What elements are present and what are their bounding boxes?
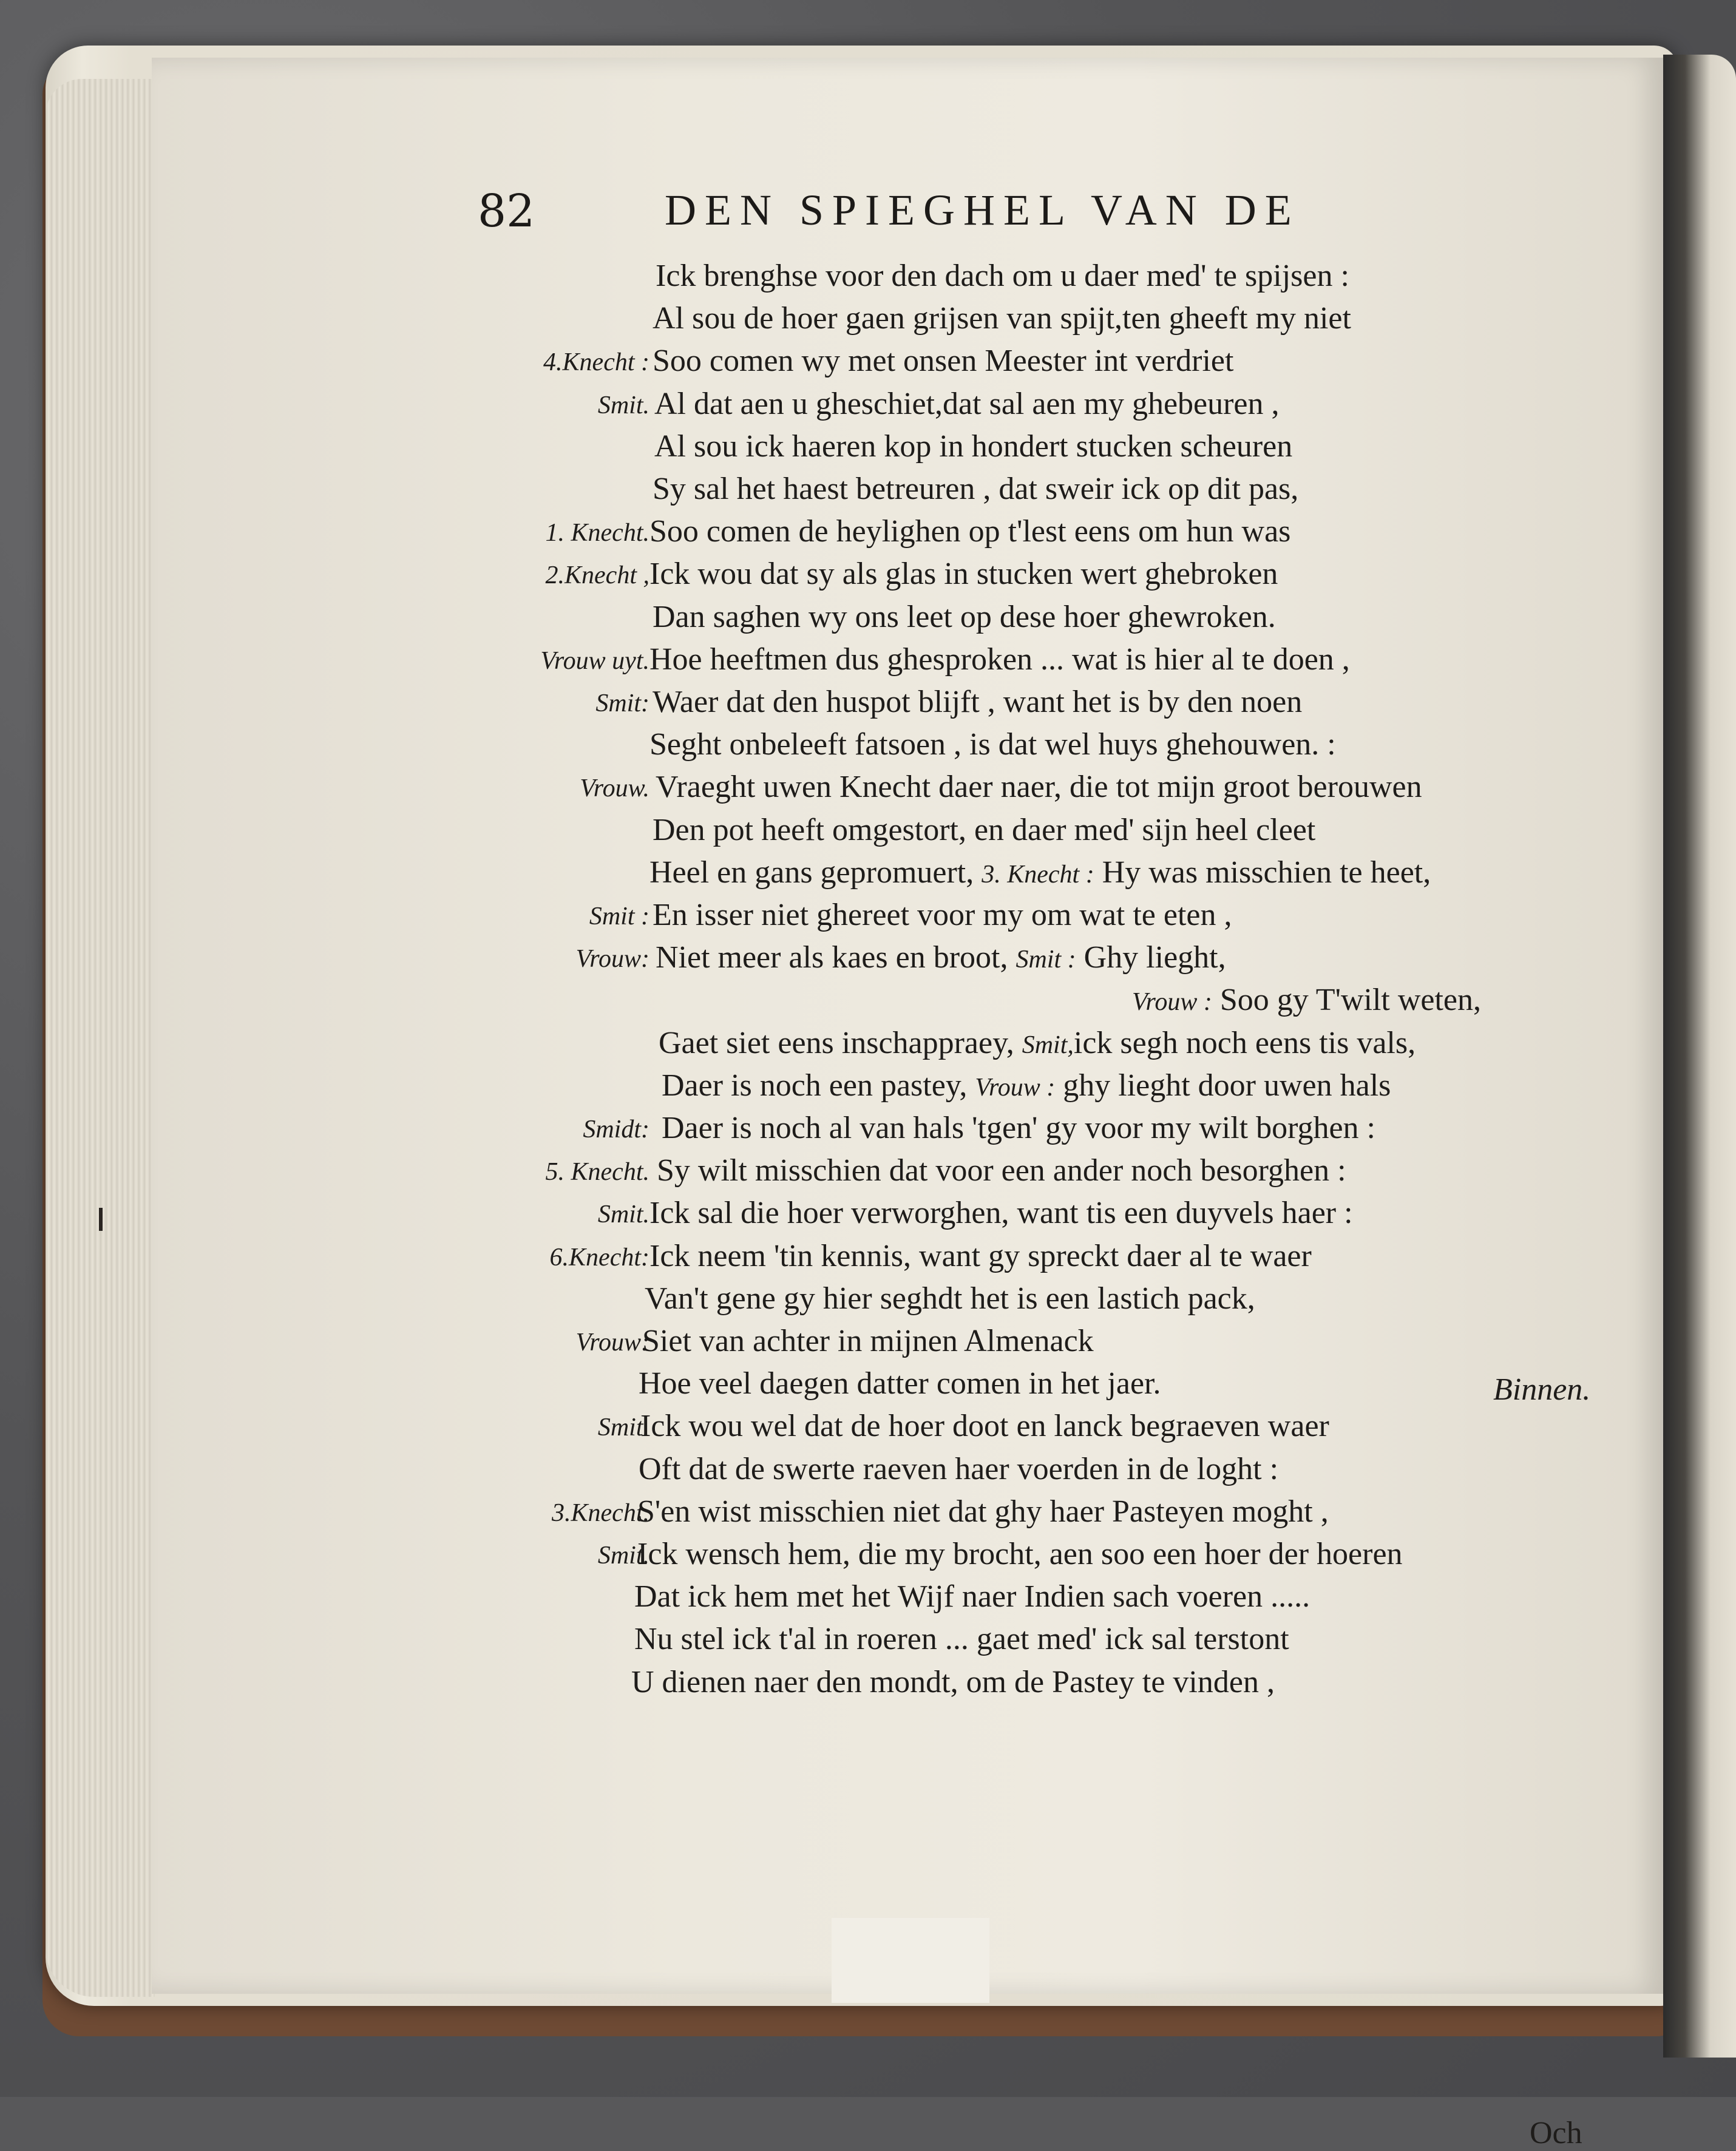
- speaker-label: Smit:: [595, 689, 649, 717]
- verse-segment: En isser niet ghereet voor my om wat te eten ,: [653, 898, 1232, 932]
- verse-segment: Niet meer als kaes en broot,: [656, 940, 1016, 975]
- speaker-label: Vrouw:: [575, 1329, 649, 1357]
- page-header: [0, 185, 1736, 246]
- text-line: [0, 1153, 1736, 1195]
- text-line: [0, 897, 1736, 940]
- text-line: [0, 684, 1736, 727]
- paper-tab: [832, 1918, 989, 2003]
- text-line: [0, 300, 1736, 343]
- verse-segment: Hy was misschien te heet,: [1094, 855, 1431, 890]
- verse-segment: Soo comen wy met onsen Meester int verdriet: [653, 344, 1234, 379]
- text-line: [0, 982, 1736, 1025]
- text-line: [0, 1195, 1736, 1238]
- verse-segment: Soo comen de heylighen op t'lest eens om hun was: [649, 514, 1291, 549]
- verse-segment: U dienen naer den mondt, om de Pastey te vinden ,: [631, 1664, 1275, 1699]
- verse-segment: Soo gy T'wilt weten,: [1212, 983, 1481, 1018]
- verse-segment: Hoe veel daegen datter comen in het jaer.: [639, 1366, 1161, 1401]
- text-line: [0, 1494, 1736, 1536]
- verse-text: [656, 258, 1349, 294]
- verse-text: [653, 812, 1315, 848]
- text-line: [0, 1408, 1736, 1451]
- speaker-label: Smidt:: [583, 1116, 649, 1143]
- verse-segment: Al sou ick haeren kop in hondert stucken scheuren: [654, 429, 1293, 464]
- verse-text: [645, 1281, 1255, 1316]
- verse-segment: Oft dat de swerte raeven haer voerden in de loght :: [639, 1451, 1279, 1486]
- verse-text: [654, 429, 1292, 464]
- verse-segment: Heel en gans gepromuert,: [649, 855, 982, 890]
- verse-segment: Ick wensch hem, die my brocht, aen soo een hoer der hoeren: [637, 1537, 1403, 1571]
- verse-text: [639, 1451, 1278, 1487]
- text-line: [0, 343, 1736, 385]
- verse-text: [662, 1068, 1391, 1103]
- verse-segment: Sy sal het haest betreuren , dat sweir ick op dit pas,: [653, 472, 1299, 506]
- speaker-label: Smit.: [597, 1414, 649, 1442]
- speaker-label: 1. Knecht.: [545, 519, 649, 547]
- verse-text: [642, 1323, 1094, 1359]
- verse-text: [656, 769, 1422, 805]
- verse-text: [649, 727, 1336, 762]
- verse-text: [653, 684, 1302, 720]
- verse-text: [649, 1195, 1353, 1231]
- verse-text: [649, 1238, 1312, 1274]
- text-line: [0, 1579, 1736, 1621]
- verse-segment: Nu stel ick t'al in roeren ... gaet med' ick sal terstont: [634, 1622, 1289, 1657]
- text-line: [0, 599, 1736, 642]
- speaker-label: Smit :: [589, 903, 649, 930]
- verse-segment: Ick sal die hoer verworghen, want tis een duyvels haer :: [649, 1196, 1353, 1231]
- verse-segment: Al sou de hoer gaen grijsen van spijt,ten gheeft my niet: [653, 301, 1351, 336]
- inline-speaker-label: Vrouw :: [975, 1073, 1056, 1102]
- verse-segment: Ick wou dat sy als glas in stucken wert ghebroken: [649, 557, 1278, 592]
- speaker-label: Vrouw.: [580, 774, 649, 803]
- verse-segment: Daer is noch een pastey,: [662, 1068, 975, 1103]
- verse-text: [657, 1153, 1346, 1188]
- text-line: [0, 1110, 1736, 1153]
- verse-segment: S'en wist misschien niet dat ghy haer Pasteyen moght ,: [637, 1494, 1329, 1529]
- text-line: [0, 1366, 1736, 1408]
- speaker-label: Vrouw:: [575, 945, 649, 974]
- text-line: [0, 1451, 1736, 1494]
- verse-text: [662, 1110, 1375, 1146]
- speaker-label: Smit.: [597, 1542, 649, 1570]
- verse-text: [637, 1494, 1329, 1529]
- verse-text: [634, 1579, 1310, 1614]
- verse-segment: Sy wilt misschien dat voor een ander noch besorghen :: [657, 1153, 1346, 1188]
- verse-text: [639, 1366, 1161, 1401]
- verse-text: [637, 1536, 1403, 1572]
- verse-text: [653, 343, 1233, 379]
- verse-text: [653, 897, 1232, 933]
- verse-segment: Waer dat den huspot blijft , want het is by den noen: [653, 685, 1303, 719]
- speaker-label: Smit.: [597, 391, 649, 419]
- text-line: [0, 855, 1736, 897]
- stage-direction: Binnen.: [1493, 1372, 1591, 1407]
- text-line: [0, 429, 1736, 471]
- verse-text: [653, 599, 1276, 635]
- verse-segment: Ick wou wel dat de hoer doot en lanck begraeven waer: [640, 1409, 1329, 1444]
- verse-segment: Ick brenghse voor den dach om u daer med' te spijsen :: [656, 259, 1349, 293]
- verse-segment: Siet van achter in mijnen Almenack: [642, 1324, 1094, 1358]
- verse-segment: Seght onbeleeft fatsoen , is dat wel huys ghehouwen. :: [649, 727, 1336, 762]
- text-line: [0, 940, 1736, 982]
- text-line: [0, 258, 1736, 300]
- verse-segment: Al dat aen u gheschiet,dat sal aen my ghebeuren ,: [654, 386, 1280, 421]
- verse-text: [634, 1621, 1289, 1657]
- text-line: [0, 1536, 1736, 1579]
- verse-segment: ick segh noch eens tis vals,: [1073, 1025, 1416, 1060]
- verse-segment: Vraeght uwen Knecht daer naer, die tot mijn groot berouwen: [656, 770, 1422, 805]
- verse-segment: Dan saghen wy ons leet op dese hoer ghewroken.: [653, 599, 1276, 634]
- inline-speaker-label: Smit :: [1015, 946, 1076, 974]
- speaker-label: 2.Knecht ,: [545, 561, 649, 590]
- text-line: [0, 727, 1736, 769]
- verse-text: [659, 1025, 1416, 1061]
- verse-segment: Den pot heeft omgestort, en daer med' sijn heel cleet: [653, 812, 1316, 847]
- text-line: [0, 1664, 1736, 1707]
- verse-text: [654, 386, 1280, 422]
- text-line: [0, 556, 1736, 598]
- inline-speaker-label: Vrouw :: [1132, 988, 1212, 1017]
- text-line: [0, 1323, 1736, 1366]
- verse-segment: Dat ick hem met het Wijf naer Indien sach voeren .....: [634, 1579, 1310, 1614]
- verse-text: [649, 642, 1350, 677]
- speaker-label: 5. Knecht.: [545, 1158, 649, 1187]
- verse-segment: Van't gene gy hier seghdt het is een lastich pack,: [645, 1281, 1255, 1316]
- text-line: [0, 513, 1736, 556]
- verse-text: [653, 300, 1351, 336]
- text-line: [0, 471, 1736, 513]
- verse-segment: Hoe heeftmen dus ghesproken ... wat is hier al te doen ,: [649, 642, 1350, 677]
- text-line: [0, 386, 1736, 429]
- verse-segment: Ghy lieght,: [1076, 940, 1226, 975]
- text-line: [0, 1025, 1736, 1068]
- verse-text: [649, 513, 1290, 549]
- verse-text: [1132, 982, 1481, 1018]
- speaker-label: 3.Knecht.: [552, 1499, 649, 1527]
- verse-text: [653, 471, 1298, 507]
- speaker-label: 4.Knecht :: [543, 348, 649, 377]
- catchword: Och: [1530, 2116, 1582, 2150]
- verse-segment: Ick neem 'tin kennis, want gy spreckt daer al te waer: [649, 1238, 1312, 1273]
- verse-segment: Gaet siet eens inschappraey,: [659, 1025, 1022, 1060]
- text-line: [0, 1068, 1736, 1110]
- inline-speaker-label: Smit,: [1022, 1031, 1074, 1059]
- text-line: [0, 1281, 1736, 1323]
- text-line: [0, 812, 1736, 855]
- verse-text: [656, 940, 1226, 975]
- running-title: DEN SPIEGHEL VAN DE: [665, 186, 1300, 234]
- speaker-label: 6.Knecht:: [549, 1243, 649, 1272]
- text-line: [0, 1621, 1736, 1664]
- text-line: [0, 642, 1736, 684]
- page-number: 82: [478, 185, 535, 237]
- text-line: [0, 769, 1736, 811]
- verse-text: [649, 556, 1278, 592]
- verse-segment: ghy lieght door uwen hals: [1055, 1068, 1391, 1103]
- verse-text: [649, 855, 1431, 890]
- speaker-label: Smit.: [597, 1201, 649, 1229]
- verse-text: [631, 1664, 1275, 1700]
- speaker-label: Vrouw uyt.: [540, 646, 649, 675]
- verse-segment: Daer is noch al van hals 'tgen' gy voor my wilt borghen :: [662, 1111, 1375, 1145]
- inline-speaker-label: 3. Knecht :: [982, 860, 1094, 889]
- verse-text: [640, 1408, 1329, 1444]
- text-line: [0, 1238, 1736, 1281]
